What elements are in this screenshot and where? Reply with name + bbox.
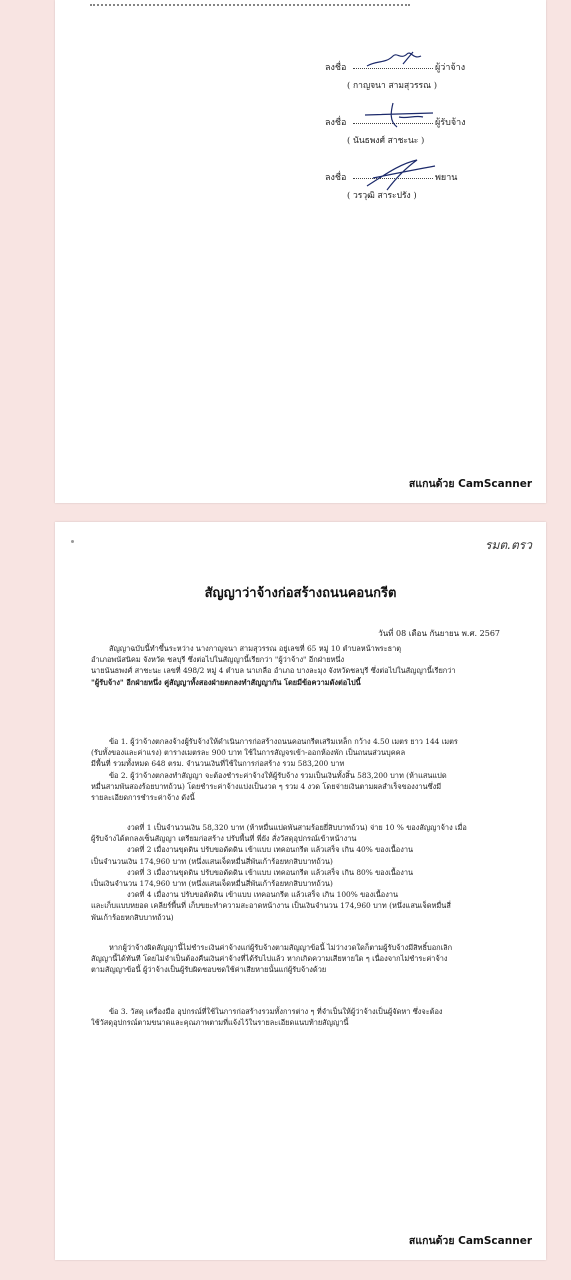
scanned-page-2 <box>55 522 546 1260</box>
installment-3: งวดที่ 3 เมื่องานขุดดิน ปรับขอดัดดิน เข้าแบบ เทคอนกรีต แล้วเสร็จ เกิน 80% ของเนื้องาน <box>127 867 414 877</box>
signatory-name: ( วรวุฒิ สาระปรัง ) <box>347 191 417 201</box>
cropped-text-line <box>90 0 410 6</box>
installment-2: งวดที่ 2 เมื่องานขุดดิน ปรับขอดัดดิน เข้าแบบ เทคอนกรีต แล้วเสร็จ เกิน 40% ของเนื้องาน <box>127 845 414 855</box>
document-date: วันที่ 08 เดือน กันยายน พ.ศ. 2567 <box>378 629 500 638</box>
signature-role: ผู้ว่าจ้าง <box>435 63 466 73</box>
scanned-page-1 <box>55 0 546 503</box>
document-title: สัญญาว่าจ้างก่อสร้างถนนคอนกรีต <box>204 586 397 601</box>
signature-block-employer <box>325 60 535 92</box>
clause-1: ข้อ 1. ผู้ว่าจ้างตกลงจ้างผู้รับจ้างให้ดำเนินการก่อสร้างถนนคอนกรีตเสริมเหล็ก กว้าง 4.50 เมตร ยาว 144 เมตร (รับทั้งของและค่าแรง) ตารางเมตรละ 900 บาท ใช้ในการสัญจรเข้า-ออกห้องพัก เป็นถนนส่วนบุคคล มีพื้นที่ รวมทั้งหมด 648 ตรม. จำนวนเงินที่ใช้ในการก่อสร้าง รวม 583,200 บาท <box>91 737 458 769</box>
handwritten-mark: รมต.ตรว <box>485 538 532 552</box>
signature-prefix: ลงชื่อ <box>325 118 347 128</box>
signature-role: ผู้รับจ้าง <box>435 118 466 128</box>
handwritten-signature <box>363 101 443 131</box>
signature-block-contractor <box>325 115 535 147</box>
scan-speck <box>71 540 74 543</box>
penalty-paragraph: หากผู้ว่าจ้างผิดสัญญานี้ไม่ชำระเงินค่าจ้างแก่ผู้รับจ้างตามสัญญาข้อนี้ ไม่ว่างวดใดก็ตามผู้รับจ้างมีสิทธิ์บอกเลิก สัญญานี้ได้ทันที โดยไม่จำเป็นต้องคืนเงินค่าจ้างที่ได้รับไปแล้ว หากเกิดความเสียหายใด ๆ เนื่องจากไม่ชำระค่าจ้าง ตามสัญญาข้อนี้ ผู้ว่าจ้างเป็นผู้รับผิดชอบชดใช้ค่าเสียหายนั้นแก่ผู้รับจ้างด้วย <box>91 943 453 975</box>
installment-1: งวดที่ 1 เป็นจำนวนเงิน 58,320 บาท (ห้าหมื่นแปดพันสามร้อยยี่สิบบาทถ้วน) จ่าย 10 % ของสัญญาจ้าง เมื่อ <box>127 823 467 832</box>
handwritten-signature <box>363 156 443 196</box>
signature-prefix: ลงชื่อ <box>325 173 347 183</box>
signature-block-witness <box>325 170 535 202</box>
handwritten-signature <box>363 46 433 72</box>
camscanner-footer: สแกนด้วย CamScanner <box>408 478 532 490</box>
signatory-name: ( นันธพงศ์ สาชะนะ ) <box>347 136 425 146</box>
signature-prefix: ลงชื่อ <box>325 63 347 73</box>
clause-2: ข้อ 2. ผู้ว่าจ้างตกลงทำสัญญา จะต้องชำระค่าจ้างให้ผู้รับจ้าง รวมเป็นเงินทั้งสิ้น 583,200 บาท (ห้าแสนแปด หมื่นสามพันสองร้อยบาทถ้วน) โดยชำระค่าจ้างแบ่งเป็นงวด ๆ รวม 4 งวด โดยจ่ายเงินตามผลสำเร็จของงานซึ่งมี รายละเอียดการชำระค่าจ้าง ดังนี้ <box>91 771 447 803</box>
clause-3: ข้อ 3. วัสดุ เครื่องมือ อุปกรณ์ที่ใช้ในการก่อสร้างรวมทั้งการต่าง ๆ ที่จำเป็นให้ผู้ว่าจ้างเป็นผู้จัดหา ซึ่งจะต้อง ใช้วัสดุอุปกรณ์ตามขนาดและคุณภาพตามที่แจ้งไว้ในรายละเอียดแนบท้ายสัญญานี้ <box>91 1007 443 1028</box>
intro-paragraph: สัญญาฉบับนี้ทำขึ้นระหว่าง นางกาญจนา สามสุวรรณ อยู่เลขที่ 65 หมู่ 10 ตำบลหน้าพระธาตุ อำเภอพนัสนิคม จังหวัด ชลบุรี ซึ่งต่อไปในสัญญานี้เรียกว่า "ผู้ว่าจ้าง" อีกฝ่ายหนึ่ง นายนันธพงศ์ สาชะนะ เลขที่ 498/2 หมู่ 4 ตำบล นาเกลือ อำเภอ บางละมุง จังหวัดชลบุรี ซึ่งต่อไปในสัญญานี้เรียกว่า "ผู้รับจ้าง" อีกฝ่ายหนึ่ง คู่สัญญาทั้งสองฝ่ายตกลงทำสัญญากัน โดยมีข้อความดังต่อไปนี้ <box>91 644 456 687</box>
signatory-name: ( กาญจนา สามสุวรรณ ) <box>347 81 438 91</box>
installment-4: งวดที่ 4 เมื่องาน ปรับขอดัดดิน เข้าแบบ เทคอนกรีต แล้วเสร็จ เกิน 100% ของเนื้องาน <box>127 890 399 900</box>
camscanner-footer: สแกนด้วย CamScanner <box>408 1235 532 1247</box>
installment-list: งวดที่ 1 เป็นจำนวนเงิน 58,320 บาท (ห้าหมื่นแปดพันสามร้อยยี่สิบบาทถ้วน) จ่าย 10 % ของสัญญาจ้าง เมื่อ ผู้รับจ้างได้ตกลงเซ็นสัญญา เตรียมก่อสร้าง ปรับพื้นที่ พี่ยัง สั่งวัสดุอุปกรณ์เข้าหน้างาน งวดที่ 2 เมื่องานขุดดิน ปรับขอดัดดิน เข้าแบบ เทคอนกรีต แล้วเสร็จ เกิน 40% ของเนื้องาน เป็นจำนวนเงิน 174,960 บาท (หนึ่งแสนเจ็ดหมื่นสี่พันเก้าร้อยหกสิบบาทถ้วน) งวดที่ 3 เมื่องานขุดดิน ปรับขอดัดดิน เข้าแบบ เทคอนกรีต แล้วเสร็จ เกิน 80% ของเนื้องาน เป็นเงินจำนวน 174,960 บาท (หนึ่งแสนเจ็ดหมื่นสี่พันเก้าร้อยหกสิบบาทถ้วน) งวดที่ 4 เมื่องาน ปรับขอดัดดิน เข้าแบบ เทคอนกรีต แล้วเสร็จ เกิน 100% ของเนื้องาน และเก็บแบบหยอด เคลียร์พื้นที่ เก็บขยะทำความสะอาดหน้างาน เป็นเงินจำนวน 174,960 บาท (หนึ่งแสนเจ็ดหมื่นสี่ พันเก้าร้อยหกสิบบาทถ้วน) <box>91 822 519 923</box>
signature-role: พยาน <box>435 173 458 183</box>
